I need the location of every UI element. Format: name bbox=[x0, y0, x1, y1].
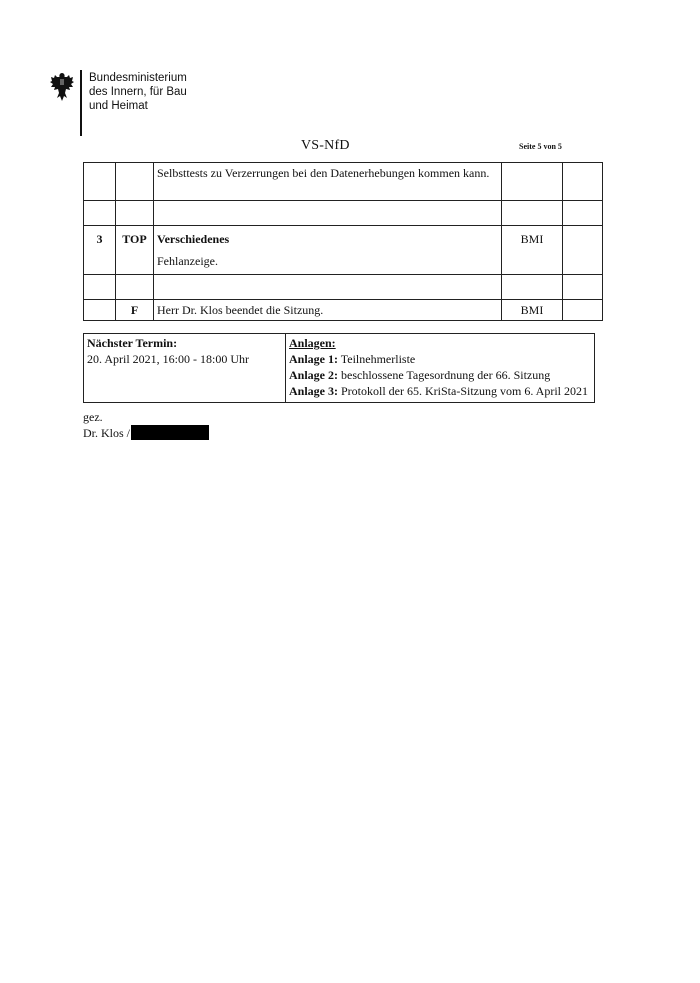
item-text-cell: Selbsttests zu Verzerrungen bei den Datenerhebungen kommen kann. bbox=[154, 163, 502, 201]
attachment-name: Anlage 3: bbox=[289, 384, 338, 398]
responsible-cell bbox=[502, 275, 563, 300]
ministry-name bbox=[89, 71, 187, 113]
redaction-bar bbox=[131, 425, 209, 440]
item-number-cell bbox=[84, 300, 116, 321]
ministry-line-2: des Innern, für Bau bbox=[89, 86, 187, 98]
extra-cell bbox=[563, 300, 603, 321]
item-number-cell bbox=[84, 275, 116, 300]
next-meeting-table bbox=[83, 333, 595, 403]
item-type-cell bbox=[116, 201, 154, 226]
extra-cell bbox=[563, 226, 603, 275]
item-text-cell bbox=[154, 226, 502, 275]
table-row bbox=[84, 201, 603, 226]
attachment-desc: Teilnehmerliste bbox=[338, 352, 416, 366]
page-number: Seite 5 von 5 bbox=[519, 142, 562, 151]
responsible-cell bbox=[502, 163, 563, 201]
item-number-cell bbox=[84, 163, 116, 201]
responsible-cell: BMI bbox=[502, 226, 563, 275]
item-body: Fehlanzeige. bbox=[157, 254, 218, 268]
signature-gez: gez. bbox=[83, 410, 103, 424]
item-text-cell: Herr Dr. Klos beendet die Sitzung. bbox=[154, 300, 502, 321]
next-meeting-label: Nächster Termin: bbox=[87, 336, 178, 350]
item-text-cell bbox=[154, 275, 502, 300]
extra-cell bbox=[563, 163, 603, 201]
responsible-cell: BMI bbox=[502, 300, 563, 321]
federal-eagle-icon bbox=[49, 71, 75, 103]
classification-marking: VS-NfD bbox=[301, 138, 350, 153]
responsible-cell bbox=[502, 201, 563, 226]
table-row bbox=[84, 300, 603, 321]
table-row bbox=[84, 275, 603, 300]
letterhead-divider bbox=[80, 70, 82, 136]
attachment-item bbox=[289, 367, 591, 383]
extra-cell bbox=[563, 201, 603, 226]
item-text-cell bbox=[154, 201, 502, 226]
signature-name: Dr. Klos / bbox=[83, 426, 131, 440]
item-title: Verschiedenes bbox=[157, 232, 230, 246]
signature-line bbox=[83, 425, 209, 441]
item-number-cell: 3 bbox=[84, 226, 116, 275]
extra-cell bbox=[563, 275, 603, 300]
attachment-item bbox=[289, 351, 591, 367]
attachment-desc: Protokoll der 65. KriSta-Sitzung vom 6. April 2021 bbox=[338, 384, 588, 398]
attachment-name: Anlage 2: bbox=[289, 368, 338, 382]
item-type-cell bbox=[116, 163, 154, 201]
agenda-table bbox=[83, 162, 603, 321]
signature-block bbox=[83, 409, 209, 441]
ministry-line-1: Bundesministerium bbox=[89, 72, 187, 84]
table-row bbox=[84, 226, 603, 275]
ministry-line-3: und Heimat bbox=[89, 100, 148, 112]
next-meeting-cell bbox=[84, 334, 286, 403]
attachment-name: Anlage 1: bbox=[289, 352, 338, 366]
table-row bbox=[84, 163, 603, 201]
table-row bbox=[84, 334, 595, 403]
item-type-cell bbox=[116, 275, 154, 300]
attachments-label: Anlagen: bbox=[289, 336, 336, 350]
attachments-cell bbox=[286, 334, 595, 403]
attachment-item bbox=[289, 383, 591, 399]
item-type-cell: F bbox=[116, 300, 154, 321]
next-meeting-date: 20. April 2021, 16:00 - 18:00 Uhr bbox=[87, 352, 249, 366]
item-type-cell: TOP bbox=[116, 226, 154, 275]
attachment-desc: beschlossene Tagesordnung der 66. Sitzung bbox=[338, 368, 551, 382]
item-number-cell bbox=[84, 201, 116, 226]
